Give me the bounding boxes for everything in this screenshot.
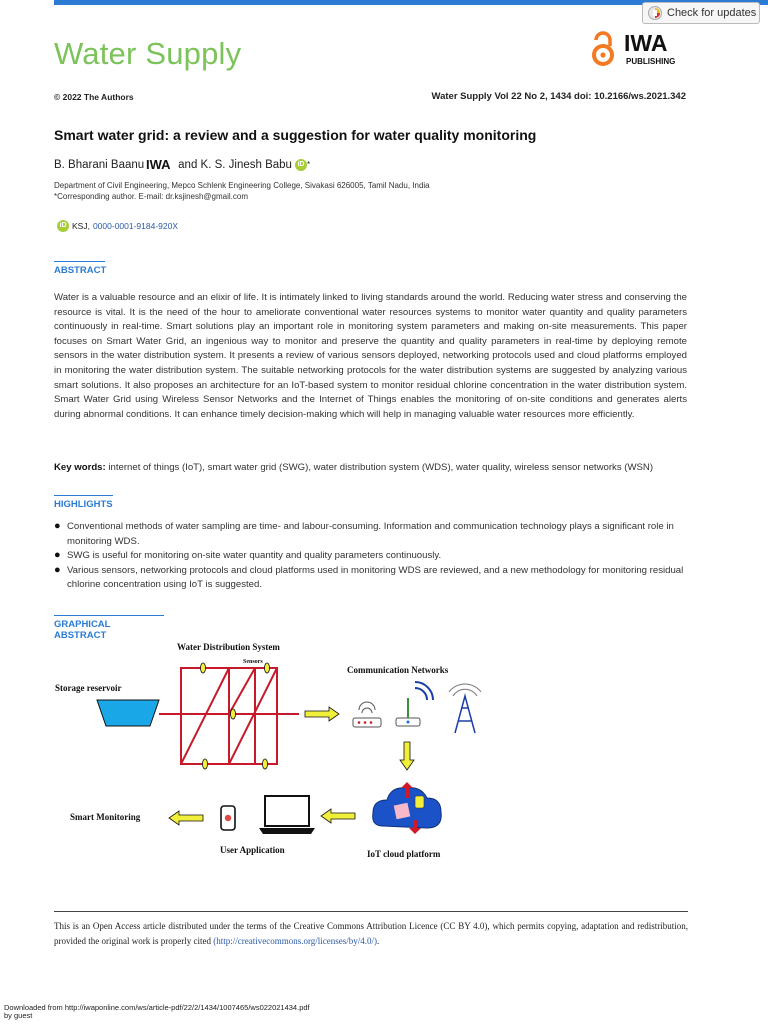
smart-monitoring-label: Smart Monitoring	[70, 812, 141, 822]
author-2: and K. S. Jinesh Babu	[178, 158, 292, 171]
wds-label: Water Distribution System	[177, 642, 280, 652]
affiliation: Department of Civil Engineering, Mepco Schlenk Engineering College, Sivakasi 626005, Tamil Nadu, India	[54, 181, 430, 190]
journal-title: Water Supply	[54, 36, 242, 71]
storage-reservoir-icon	[97, 700, 159, 726]
author-1: B. Bharani Baanu	[54, 158, 145, 171]
affiliation-block	[54, 180, 430, 202]
keywords-label: Key words:	[54, 462, 106, 473]
license-link[interactable]: (http://creativecommons.org/licenses/by/4.0/)	[213, 936, 378, 946]
highlight-text: SWG is useful for monitoring on-site water quantity and quality parameters continuously.	[67, 550, 442, 562]
keywords	[54, 462, 694, 473]
smartphone-icon	[221, 806, 235, 830]
graphical-abstract-figure	[55, 638, 485, 868]
open-access-icon	[594, 33, 612, 64]
list-item: ● Conventional methods of water sampling are time- and labour-consuming. Information and communication technology plays a significant role in monitoring WDS.	[54, 520, 694, 549]
orcid-line	[54, 220, 178, 232]
user-app-label: User Application	[220, 845, 285, 855]
graphical-abstract-heading: GRAPHICAL ABSTRACT	[54, 615, 164, 641]
article-title: Smart water grid: a review and a suggestion for water quality monitoring	[54, 127, 537, 143]
author-line	[54, 158, 310, 171]
corresponding-author: *Corresponding author. E-mail: dr.ksjinesh@gmail.com	[54, 192, 248, 201]
iwa-logo-text: IWA	[624, 30, 668, 56]
download-stamp	[4, 1004, 310, 1020]
highlight-text: Conventional methods of water sampling are time- and labour-consuming. Information and communication technology plays a significant role in monitoring WDS.	[67, 521, 674, 547]
footer-rule	[54, 911, 688, 912]
citation-line: Water Supply Vol 22 No 2, 1434 doi: 10.2166/ws.2021.342	[431, 91, 686, 102]
list-item: ● SWG is useful for monitoring on-site water quantity and quality parameters continuously.	[54, 549, 694, 564]
keywords-text: internet of things (IoT), smart water grid (SWG), water distribution system (WDS), water quality, wireless sensor networks (WSN)	[108, 462, 654, 473]
check-updates-icon	[648, 6, 662, 20]
orcid-icon[interactable]: iD	[295, 159, 307, 171]
cell-tower-icon	[449, 684, 481, 733]
license-text: This is an Open Access article distributed under the terms of the Creative Commons Attribution Licence (CC BY 4.0), which permits copying, adaptation and redistribution, provided the original work is properly cited	[54, 921, 688, 946]
orcid-label: KSJ,	[72, 221, 90, 231]
gateway-icon	[396, 682, 433, 726]
download-line-1: Downloaded from http://iwaponline.com/ws/article-pdf/22/2/1434/1007465/ws022021434.pdf	[4, 1003, 310, 1012]
copyright-notice: © 2022 The Authors	[54, 92, 134, 102]
corresponding-mark: *	[306, 160, 311, 169]
check-for-updates-button[interactable]	[642, 2, 760, 24]
router-icon	[353, 702, 381, 727]
distribution-grid	[181, 668, 299, 764]
check-updates-label: Check for updates	[667, 7, 757, 19]
cloud-label: IoT cloud platform	[367, 849, 441, 859]
license-end: .	[377, 936, 380, 946]
laptop-icon	[259, 796, 315, 834]
publishing-logo-text: PUBLISHING	[626, 57, 676, 66]
storage-label: Storage reservoir	[55, 683, 122, 693]
orcid-link[interactable]: 0000-0001-9184-920X	[92, 221, 179, 231]
license-note	[54, 919, 688, 949]
iwa-publishing-logo	[590, 26, 690, 76]
sensors-label: Sensors	[243, 659, 263, 665]
orcid-badge-icon: iD	[57, 220, 69, 232]
cloud-platform-icon	[373, 782, 442, 834]
highlight-text: Various sensors, networking protocols and cloud platforms used in monitoring WDS are reviewed, and a new methodology for monitoring residual chlorine concentration using IoT is suggested.	[67, 564, 684, 591]
abstract-text: Water is a valuable resource and an elixir of life. It is intimately linked to living standards around the world. Reducing water stress and conserving the resource is vital. It is the need of the hour to ameliorate conventional water resources systems to monitor water quantity and quality parameters continuously in real-time. Smart solutions play an important role in monitoring system parameters and making on-site measurements. This paper focuses on Smart Water Grid, an ingenious way to monitor and preserve the quantity and quality parameters in real-time by deploying remote sensors in the water distribution system. It presents a review of various sensors deployed, networking protocols used and cloud platforms employed in monitoring the water distribution system. The suitable networking protocols for the water distribution systems are suggested by analyzing various smart solutions. It also proposes an architecture for an IoT-based system to monitor residual chlorine concentration in the water distribution system. Smart Water Grid using Wireless Sensor Networks and the Internet of Things enables the monitoring of on-site conditions and generates alerts during abnormal conditions. It can enhance timely decision-making which will help in managing valuable water resources more efficiently.	[54, 292, 687, 420]
list-item: ● Various sensors, networking protocols and cloud platforms used in monitoring WDS are reviewed, and a new methodology for monitoring residual chlorine concentration using IoT is suggested.	[54, 564, 694, 593]
highlights-heading: HIGHLIGHTS	[54, 495, 113, 510]
iwa-member-icon	[146, 158, 176, 171]
download-line-2: by guest	[4, 1011, 33, 1020]
svg-text:IWA: IWA	[146, 158, 171, 171]
highlights-list	[54, 520, 694, 593]
comm-label: Communication Networks	[347, 665, 449, 675]
abstract-heading: ABSTRACT	[54, 261, 105, 276]
